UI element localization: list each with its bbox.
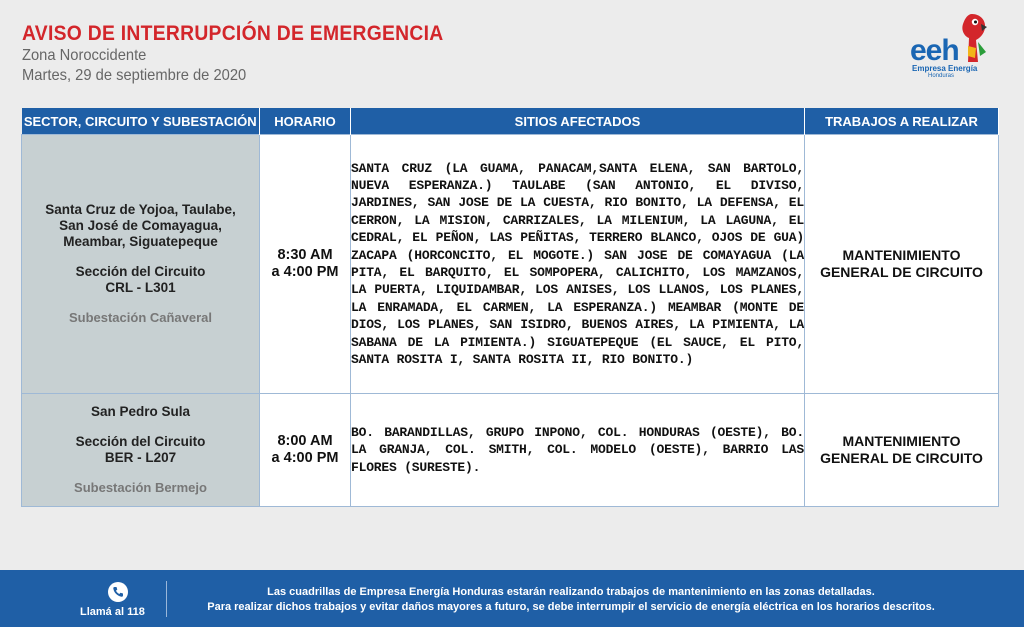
circuit-code: CRL - L301 [105,280,176,295]
phone-icon[interactable] [108,582,128,602]
time-start: 8:30 AM [277,247,333,263]
substation-name: Subestación Bermejo [74,480,207,495]
logo-company-name: Empresa Energía [912,64,978,73]
phone-label: Llamá al 118 [80,606,145,618]
date-label: Martes, 29 de septiembre de 2020 [22,67,247,84]
header [22,22,480,86]
hours-cell [260,394,351,507]
hours-cell [260,135,351,394]
time-end: a 4:00 PM [271,450,339,466]
table-header-row [22,108,999,135]
column-header-sites: SITIOS AFECTADOS [351,108,805,135]
column-header-hours: HORARIO [260,108,351,135]
sector-cell [22,135,260,394]
column-header-sector: SECTOR, CIRCUITO Y SUBESTACIÓN [22,108,260,135]
circuit-code: BER - L207 [104,450,177,465]
work-description: MANTENIMIENTO GENERAL DE CIRCUITO [820,247,983,280]
section-label: Sección del Circuito [75,434,206,449]
footer-message [176,585,966,615]
substation-name: Subestación Cañaveral [68,310,213,325]
footer-line-1: Las cuadrillas de Empresa Energía Honduras estarán realizando trabajos de mantenimiento en las zonas detalladas. [267,586,875,598]
outage-table [21,108,999,507]
work-description: MANTENIMIENTO GENERAL DE CIRCUITO [820,433,983,466]
sector-name: San Pedro Sula [90,404,191,419]
column-header-work: TRABAJOS A REALIZAR [805,108,999,135]
table-row [22,135,999,394]
section-label: Sección del Circuito [75,264,206,279]
sites-cell: SANTA CRUZ (LA GUAMA, PANACAM,SANTA ELENA, SAN BARTOLO, NUEVA ESPERANZA.) TAULABE (SAN ANTONIO, EL DIVISO, JARDINES, SAN JOSE DE LA CUESTA, RIO BONITO, LA DEFENSA, EL CERRON, LA MISION, CARRIZALES, LA MILENIUM, LA LAGUNA, EL CEDRAL, EL PEÑON, LAS PEÑITAS, TERRERO BLANCO, OJOS DE GUA) ZACAPA (HORCONCITO, EL MOGOTE.) SAN JOSE DE COMAYAGUA (LA PITA, EL BARQUITO, EL SOMPOPERA, CALICHITO, LOS MAMZANOS, LA PUERTA, LIQUIDAMBAR, LOS ANISES, LOS LLANOS, LOS PLANES, LA ENRAMADA, EL CARMEN, LA ESPERANZA.) MEAMBAR (MONTE DE DIOS, LOS PLANES, SAN ISIDRO, BUENOS AIRES, LA PIMIENTA, LA SABANA DE LA PIMIENTA.) SIGUATEPEQUE (EL SAUCE, EL PITO, SANTA ROSITA I, SANTA ROSITA II, RIO BONITO.) [351,135,805,394]
footer-bar [0,570,1024,627]
company-logo [910,12,988,82]
page-title: AVISO DE INTERRUPCIÓN DE EMERGENCIA [22,22,444,45]
table-row [22,394,999,507]
parrot-icon [956,12,988,66]
sector-cell [22,394,260,507]
footer-line-2: Para realizar dichos trabajos y evitar daños mayores a futuro, se debe interrumpir el servicio de energía eléctrica en los horarios descritos. [207,601,935,613]
work-cell [805,135,999,394]
sector-name: Santa Cruz de Yojoa, Taulabe, San José de Comayagua, Meambar, Siguatepeque [45,202,236,249]
logo-country: Honduras [928,73,955,79]
footer-divider [166,581,167,617]
time-end: a 4:00 PM [271,264,339,280]
logo-text: eeh [910,34,959,67]
work-cell [805,394,999,507]
zone-label: Zona Noroccidente [22,47,147,64]
sites-cell: BO. BARANDILLAS, GRUPO INPONO, COL. HONDURAS (OESTE), BO. LA GRANJA, COL. SMITH, COL. MODELO (OESTE), BARRIO LAS FLORES (SURESTE). [351,394,805,507]
time-start: 8:00 AM [277,433,333,449]
